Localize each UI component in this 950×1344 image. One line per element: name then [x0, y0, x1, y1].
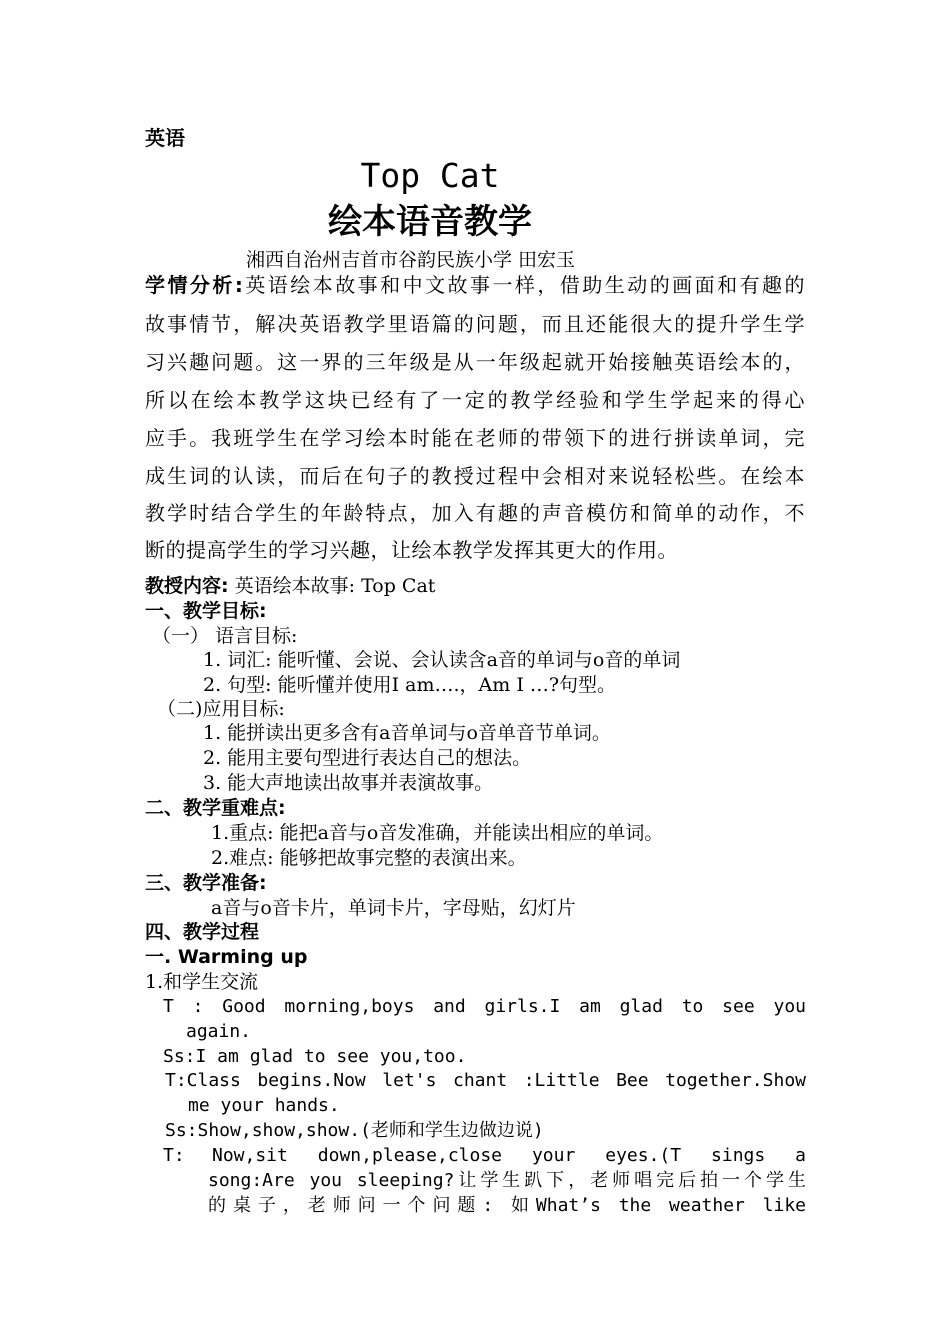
dialogue-teacher-line: again.	[186, 1021, 252, 1042]
section-procedure-heading: 四、教学过程	[145, 921, 260, 943]
objective-item: 2. 句型: 能听懂并使用I am….，Am I …?句型。	[203, 674, 617, 696]
section-preparation-heading: 三、教学准备:	[145, 872, 267, 894]
warming-up-heading: 一. Warming up	[145, 946, 308, 968]
analysis-line: 成生词的认读，而后在句子的教授过程中会相对来说轻松些。在绘本	[145, 464, 805, 488]
dialogue-teacher-line: song:Are you sleeping?让学生趴下，老师唱完后拍一个学生	[208, 1170, 806, 1191]
analysis-text: 英语绘本故事和中文故事一样，借助生动的画面和有趣的	[243, 273, 806, 297]
content-label: 教授内容:	[145, 575, 229, 597]
language-objectives-heading: （一） 语言目标:	[152, 625, 298, 647]
title-english: Top Cat	[360, 156, 500, 195]
author-line: 湘西自治州吉首市谷韵民族小学 田宏玉	[246, 249, 576, 271]
content-line	[145, 574, 435, 598]
dialogue-teacher-line: T:Class begins.Now let's chant :Little Bee together.Show	[165, 1070, 806, 1091]
subject-label: 英语	[145, 126, 185, 150]
objective-item: 2. 能用主要句型进行表达自己的想法。	[203, 747, 532, 769]
dialogue-students-line: Ss:Show,show,show.(老师和学生边做边说)	[165, 1120, 544, 1141]
title-chinese: 绘本语音教学	[328, 202, 532, 242]
objective-item: 3. 能大声地读出故事并表演故事。	[203, 772, 494, 794]
objective-item: 1. 词汇: 能听懂、会说、会认读含a音的单词与o音的单词	[203, 649, 681, 671]
dialogue-teacher-label: T:	[163, 1145, 185, 1166]
analysis-line: 故事情节，解决英语教学里语篇的问题，而且还能很大的提升学生学	[145, 312, 805, 336]
step-1-label: 1.和学生交流	[145, 971, 259, 993]
analysis-label: 学情分析:	[145, 273, 244, 297]
key-point-item: 1.重点: 能把a音与o音发准确，并能读出相应的单词。	[211, 822, 664, 844]
content-text: 英语绘本故事: Top Cat	[234, 575, 436, 597]
key-point-item: 2.难点: 能够把故事完整的表演出来。	[211, 847, 527, 869]
application-objectives-heading: （二)应用目标:	[157, 698, 285, 720]
analysis-line-1	[145, 273, 805, 297]
dialogue-teacher-line: me your hands.	[188, 1095, 340, 1116]
section-key-points-heading: 二、教学重难点:	[145, 797, 286, 819]
dialogue-teacher-line: 的桌子，老师问一个问题: 如What’s the weather like	[208, 1195, 806, 1216]
analysis-line: 应手。我班学生在学习绘本时能在老师的带领下的进行拼读单词，完	[145, 426, 805, 450]
preparation-text: a音与o音卡片，单词卡片，字母贴，幻灯片	[211, 897, 576, 919]
dialogue-teacher-line: Now,sit down,please,close your eyes.(T sings a	[212, 1145, 806, 1166]
analysis-line-last: 断的提高学生的学习兴趣，让绘本教学发挥其更大的作用。	[145, 538, 678, 562]
objective-item: 1. 能拼读出更多含有a音单词与o音单音节单词。	[203, 722, 611, 744]
analysis-line: 习兴趣问题。这一界的三年级是从一年级起就开始接触英语绘本的，	[145, 350, 805, 374]
section-objectives-heading: 一、教学目标:	[145, 600, 267, 622]
dialogue-teacher-line: T : Good morning,boys and girls.I am glad to see you	[163, 996, 806, 1017]
analysis-line: 所以在绘本教学这块已经有了一定的教学经验和学生学起来的得心	[145, 388, 805, 412]
analysis-line: 教学时结合学生的年龄特点，加入有趣的声音模仿和简单的动作，不	[145, 501, 805, 525]
dialogue-students-line: Ss:I am glad to see you,too.	[163, 1046, 467, 1067]
